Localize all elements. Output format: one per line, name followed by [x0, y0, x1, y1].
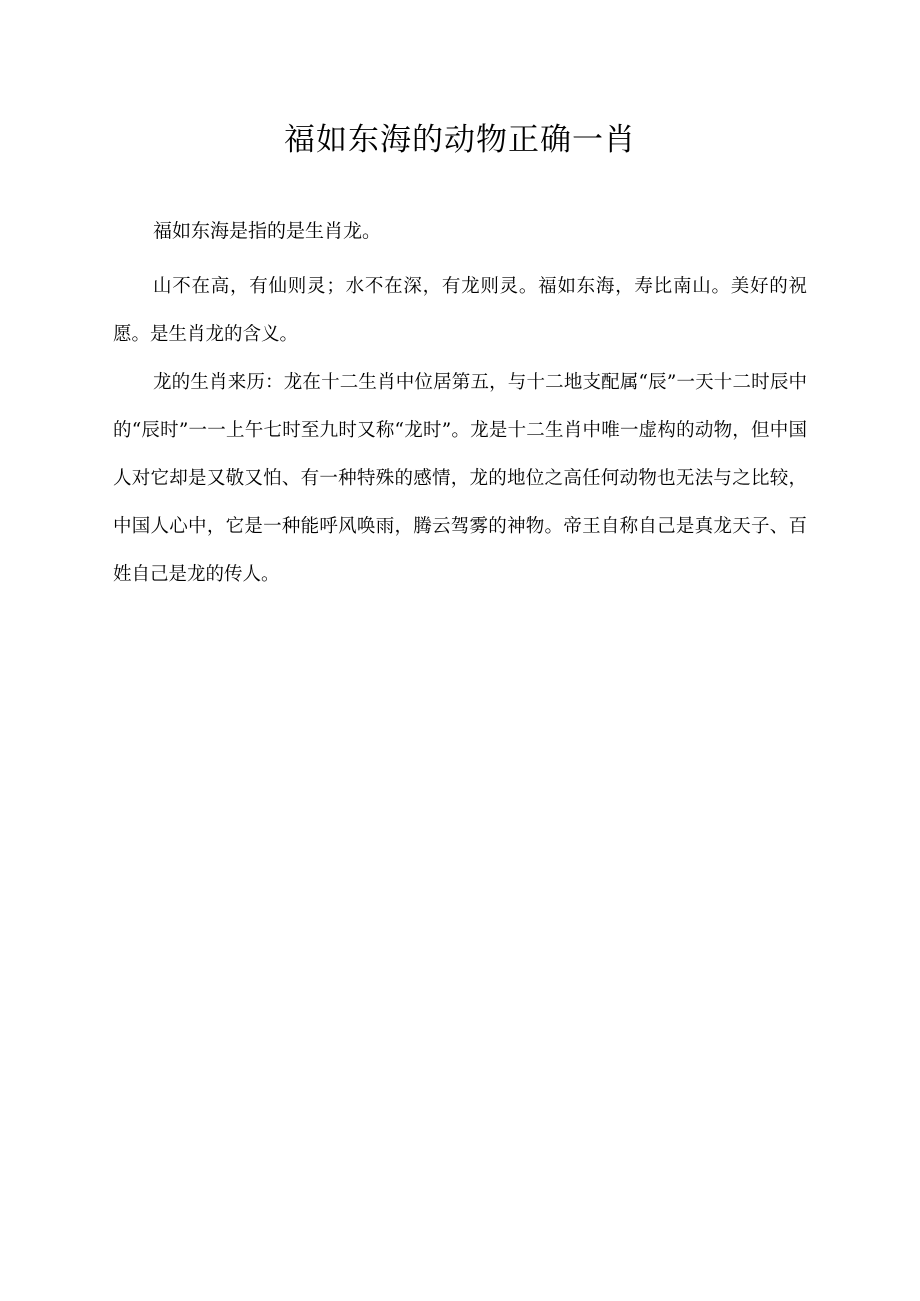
lead-sentence: 福如东海是指的是生肖龙。 — [153, 220, 382, 242]
paragraph-1: 山不在高，有仙则灵；水不在深，有龙则灵。福如东海，寿比南山。美好的祝愿。是生肖龙的含义。 — [113, 276, 807, 345]
paragraph-2: 龙的生肖来历：龙在十二生肖中位居第五，与十二地支配属“辰”一天十二时辰中的“辰时”一一上午七时至九时又称“龙时”。龙是十二生肖中唯一虚构的动物，但中国人对它却是又敬又怕、有一种特殊的感情，龙的地位之高任何动物也无法与之比较，中国人心中，它是一种能呼风唤雨，腾云驾雾的神物。帝王自称自己是真龙天子、百姓自己是龙的传人。 — [113, 372, 807, 585]
document-body — [113, 215, 807, 599]
document-title: 福如东海的动物正确一肖 — [284, 122, 636, 158]
